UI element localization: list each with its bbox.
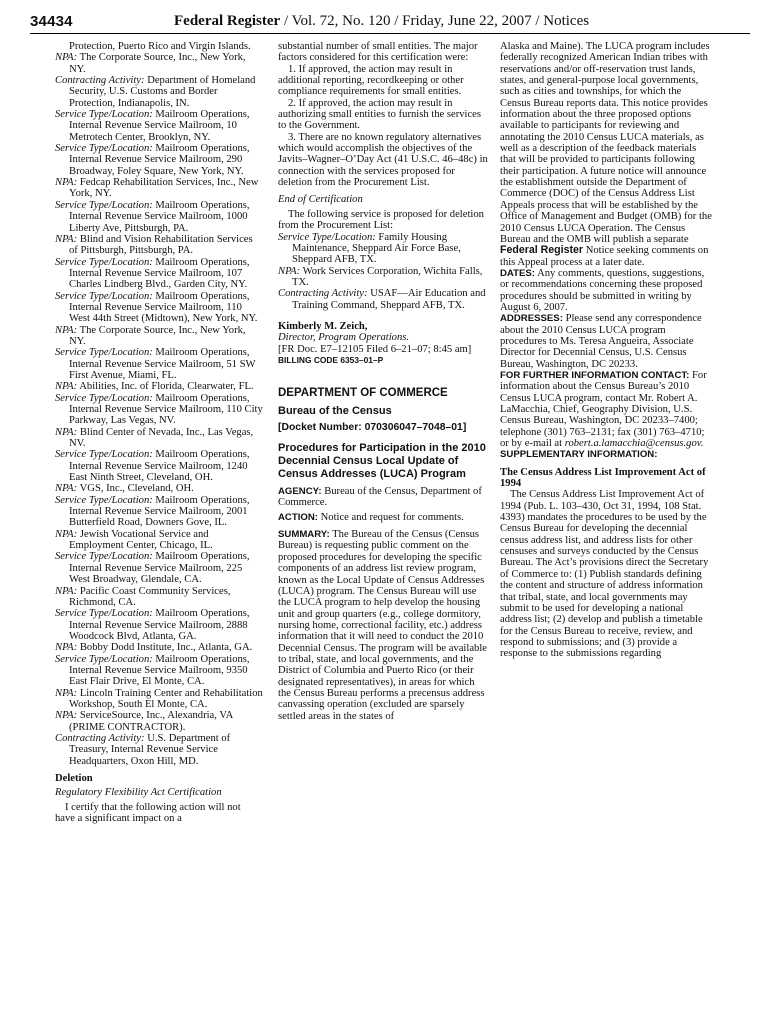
list-item [55, 234, 263, 257]
certify-text: I certify that the following action will not have a significant impact on a [55, 801, 241, 825]
summary-line [278, 529, 488, 722]
list-item [55, 483, 263, 494]
entry-label: NPA: [55, 381, 78, 393]
entry-label: NPA: [55, 324, 78, 336]
list-item [55, 608, 263, 642]
further-info-label: FOR FURTHER INFORMATION CONTACT: [500, 369, 690, 381]
entry-label: Service Type/Location: [55, 494, 153, 506]
entry-label: NPA: [278, 265, 301, 277]
list-item [55, 75, 263, 109]
cert-item-1: 1. If approved, the action may result in additional reporting, recordkeeping or other compliance requirements for small entities. [278, 63, 464, 98]
entry-label: NPA: [55, 426, 78, 438]
billing-code: BILLING CODE 6353–01–P [278, 354, 384, 365]
list-item [55, 257, 263, 291]
entry-text: Work Services Corporation, Wichita Falls, TX. [292, 265, 483, 288]
list-item [55, 551, 263, 585]
list-item [278, 232, 488, 266]
entry-label: Service Type/Location: [55, 608, 153, 620]
entry-label: NPA: [55, 177, 78, 189]
cert-item-2: 2. If approved, the action may result in authorizing small entities to furnish the services to the Government. [278, 97, 481, 132]
entry-text: Mailroom Operations, Internal Revenue Service Mailroom, 51 SW First Avenue, Miami, FL. [69, 347, 256, 381]
page-header [30, 10, 748, 32]
entry-text: Fedcap Rehabilitation Services, Inc., New York, NY. [69, 177, 259, 200]
entry-label: Service Type/Location: [55, 109, 153, 121]
entry-text: Pacific Coast Community Services, Richmond, CA. [69, 585, 231, 608]
entry-text: Mailroom Operations, Internal Revenue Service Mailroom, 9350 East Flair Drive, El Monte, CA. [69, 653, 250, 688]
entry-label: NPA: [55, 483, 78, 495]
entry-text: Mailroom Operations, Internal Revenue Service Mailroom, 110 City Parkway, Las Vegas, NV. [69, 392, 263, 427]
luca-paragraph [500, 41, 712, 268]
deletion-heading: Deletion [55, 773, 93, 784]
section-heading: The Census Address List Improvement Act of 1994 [500, 466, 706, 490]
dates-text: Any comments, questions, suggestions, or recommendations concerning these proposed procedures should be submitted in writing by August 6, 2007. [500, 267, 705, 313]
list-item [55, 393, 263, 427]
entry-label: NPA: [55, 528, 78, 540]
list-item [278, 266, 488, 289]
list-item [55, 52, 263, 75]
entry-label: NPA: [55, 710, 78, 722]
agency-heading: DEPARTMENT OF COMMERCE [278, 387, 448, 400]
column-2 [278, 41, 488, 1021]
end-certification: End of Certification [278, 194, 363, 206]
entry-text: Mailroom Operations, Internal Revenue Service Mailroom, 10 Metrotech Center, Brooklyn, NY. [69, 109, 250, 143]
entry-label: Contracting Activity: [55, 75, 145, 87]
entry-label: Service Type/Location: [55, 449, 153, 461]
summary-text: The Bureau of the Census (Census Bureau) is requesting public comment on the proposed procedures for developing the specific components of an address list review program, known as the Local Update of Census Addresses (LUCA) program. The Census Bureau will use the LUCA program to help develop the housing unit and group quarters (e.g., college dormitory, nursing home, correctional facility, etc.) address information that it will need to conduct the 2010 Decennial Census. The program will be available to tribal, state, and local governments, and the District of Columbia and Puerto Rico (or their designated representatives), in areas for which the Census Bureau performs a precensus address canvassing operation (excluded are sparsely settled areas in the states of [278, 529, 487, 722]
entry-label: Service Type/Location: [55, 199, 153, 211]
column-3 [500, 41, 712, 1021]
entry-text: ServiceSource, Inc., Alexandria, VA (PRIME CONTRACTOR). [69, 710, 233, 733]
entry-label: Service Type/Location: [55, 392, 153, 404]
action-text: Notice and request for comments. [320, 511, 464, 523]
list-item [55, 200, 263, 234]
entry-text: USAF—Air Education and Training Command, Sheppard AFB, TX. [292, 288, 486, 311]
entry-text: Mailroom Operations, Internal Revenue Service Mailroom, 110 West 44th Street (Midtown), New York, NY. [69, 290, 258, 325]
entry-text: Mailroom Operations, Internal Revenue Service Mailroom, 1240 East Ninth Street, Cleveland, OH. [69, 449, 250, 484]
entry-text: Mailroom Operations, Internal Revenue Service Mailroom, 225 West Broadway, Glendale, CA. [69, 551, 250, 586]
list-item [55, 347, 263, 381]
section-text: The Census Address List Improvement Act of 1994 (Pub. L. 103–430, Oct 31, 1994, 108 Stat. 4393) mandates the procedures to be used by the Census Bureau for developing the decennial census address list, and address lists for other censuses and surveys conducted by the Census Bureau. The Act’s provisions direct the Secretary of Commerce to: (1) Publish standards defining the content and structure of address information that tribal, state, and local governments may submit to be used for developing a national address list; (2) develop and publish a timetable for the Census Bureau to receive, review, and respond to submissions; and (3) provide a response to the submissions regarding [500, 489, 709, 660]
document-title: Procedures for Participation in the 2010 Decennial Census Local Update of Census Addresses (LUCA) Program [278, 442, 486, 480]
entry-label: Service Type/Location: [55, 290, 153, 302]
luca-para-b: Notice seeking comments on this Appeal process at a later date. [500, 245, 709, 268]
list-item [55, 710, 263, 733]
column-1 [55, 41, 263, 1021]
agency-line [278, 486, 488, 509]
volume-info: / Vol. 72, No. 120 / Friday, June 22, 2007 / Notices [283, 13, 590, 29]
list-item [55, 688, 263, 711]
entry-label: NPA: [55, 642, 78, 654]
entry-text: Lincoln Training Center and Rehabilitation Workshop, South El Monte, CA. [69, 687, 263, 710]
supplementary-info-label: SUPPLEMENTARY INFORMATION: [500, 449, 658, 461]
signer-name: Kimberly M. Zeich, [278, 320, 368, 332]
entry-text: Blind and Vision Rehabilitation Services of Pittsburgh, Pittsburgh, PA. [69, 233, 253, 257]
list-item [55, 529, 263, 552]
list-item [55, 381, 263, 392]
page-number: 34434 [30, 13, 73, 30]
entry-label: Service Type/Location: [55, 143, 153, 155]
deletion-entry-list [278, 232, 488, 311]
reg-flex-heading: Regulatory Flexibility Act Certification [55, 787, 222, 799]
list-item [278, 288, 488, 311]
entry-text: Blind Center of Nevada, Inc., Las Vegas, NV. [69, 426, 254, 450]
entry-label: Service Type/Location: [55, 256, 153, 268]
action-line [278, 512, 488, 523]
list-item [55, 291, 263, 325]
entry-text: Jewish Vocational Service and Employment Center, Chicago, IL. [69, 528, 213, 552]
entry-label: Service Type/Location: [55, 347, 153, 359]
cert-item-3: 3. There are no known regulatory alternatives which would accomplish the objectives of the Javits–Wagner–O’Day Act (41 U.S.C. 46–48c) in connection with the services proposed for deletion from the Procurement List. [278, 131, 488, 189]
federal-register-bold: Federal Register [500, 244, 584, 257]
entry-label: Service Type/Location: [278, 231, 376, 243]
header-rule [30, 33, 750, 34]
list-item [55, 449, 263, 483]
summary-label: SUMMARY: [278, 529, 330, 541]
dates-line [500, 268, 712, 313]
fr-doc: [FR Doc. E7–12105 Filed 6–21–07; 8:45 am] [278, 343, 472, 355]
continuation-text: Protection, Puerto Rico and Virgin Islands. [69, 41, 251, 52]
entry-text: Mailroom Operations, Internal Revenue Service Mailroom, 290 Broadway, Foley Square, New York, NY. [69, 143, 250, 177]
entry-text: Bobby Dodd Institute, Inc., Atlanta, GA. [79, 642, 253, 654]
list-item [55, 325, 263, 348]
entry-text: Abilities, Inc. of Florida, Clearwater, FL. [79, 381, 254, 393]
further-info-text: For information about the Census Bureau’s 2010 Census LUCA program, contact Mr. Robert A. LaMacchia, Chief, Geography Division, U.S. Census Bureau, Washington, DC 20233–7400; telephone (301) 763–2131; fax (301) 763–4710; or by e-mail at [500, 369, 707, 450]
entry-label: NPA: [55, 687, 78, 699]
entry-label: NPA: [55, 585, 78, 597]
entry-text: U.S. Department of Treasury, Internal Revenue Service Headquarters, Oxon Hill, MD. [69, 732, 231, 767]
entry-label: Service Type/Location: [55, 551, 153, 563]
entry-text: The Corporate Source, Inc., New York, NY. [69, 52, 246, 75]
journal-title-line [174, 13, 589, 30]
entry-text: Mailroom Operations, Internal Revenue Service Mailroom, 2888 Woodcock Blvd, Atlanta, GA. [69, 608, 250, 642]
entry-label: NPA: [55, 233, 78, 245]
deletion-text: The following service is proposed for deletion from the Procurement List: [278, 208, 484, 232]
list-item [55, 143, 263, 177]
journal-name: Federal Register [174, 13, 281, 29]
list-item [55, 654, 263, 688]
list-item [55, 427, 263, 450]
luca-para-a: Alaska and Maine). The LUCA program includes federally recognized American Indian tribes with reservations and/or off-reservation trust lands, states, and general-purpose local governments, such as cities and townships, for which the Census Bureau reports data. This notice provides information about the three proposed options available to participants for reviewing and annotating the 2010 Census LUCA materials, as well as a description of the feedback materials that will be provided to participants following their participation. A future notice will announce the establishment outside the Department of Commerce (DOC) of the Census Address List Appeals process that will be established by the Office of Management and Budget (OMB) for the 2010 Census LUCA Operation. The Census Bureau and the OMB will publish a separate [500, 41, 712, 245]
dates-label: DATES: [500, 267, 535, 279]
agency-label: AGENCY: [278, 486, 322, 498]
entry-text: VGS, Inc., Cleveland, OH. [79, 483, 194, 495]
list-item [55, 177, 263, 200]
entry-text: Mailroom Operations, Internal Revenue Service Mailroom, 1000 Liberty Ave, Pittsburgh, PA. [69, 199, 250, 234]
entry-list [55, 52, 263, 767]
entry-label: Service Type/Location: [55, 653, 153, 665]
list-item [55, 495, 263, 529]
subagency-heading: Bureau of the Census [278, 404, 392, 417]
addresses-text: Please send any correspondence about the 2010 Census LUCA program procedures to Ms. Teresa Angueira, Associate Director for Decennial Census, U.S. Census Bureau, Washington, DC 20233. [500, 313, 702, 370]
cert-intro: substantial number of small entities. The major factors considered for this certification were: [278, 41, 478, 64]
entry-text: Department of Homeland Security, U.S. Customs and Border Protection, Indianapolis, IN. [69, 75, 256, 109]
list-item [55, 733, 263, 767]
entry-text: Family Housing Maintenance, Sheppard Air Force Base, Sheppard AFB, TX. [292, 231, 461, 266]
addresses-label: ADDRESSES: [500, 313, 563, 325]
action-label: ACTION: [278, 511, 318, 523]
entry-text: Mailroom Operations, Internal Revenue Service Mailroom, 107 Charles Lindberg Blvd., Garden City, NY. [69, 256, 250, 291]
entry-label: Contracting Activity: [55, 732, 145, 744]
signer-title: Director, Program Operations. [278, 332, 410, 344]
entry-text: Mailroom Operations, Internal Revenue Service Mailroom, 2001 Butterfield Road, Downers Gove, IL. [69, 494, 250, 529]
further-info-line [500, 370, 712, 449]
entry-label: NPA: [55, 52, 78, 64]
list-item [55, 109, 263, 143]
list-item [55, 642, 263, 653]
agency-text: Bureau of the Census, Department of Commerce. [278, 486, 482, 509]
contact-email: robert.a.lamacchia@census.gov. [564, 438, 704, 450]
list-item [55, 586, 263, 609]
entry-label: Contracting Activity: [278, 288, 368, 300]
entry-text: The Corporate Source, Inc., New York, NY. [69, 324, 246, 347]
addresses-line [500, 313, 712, 370]
docket-number: [Docket Number: 070306047–7048–01] [278, 421, 467, 433]
